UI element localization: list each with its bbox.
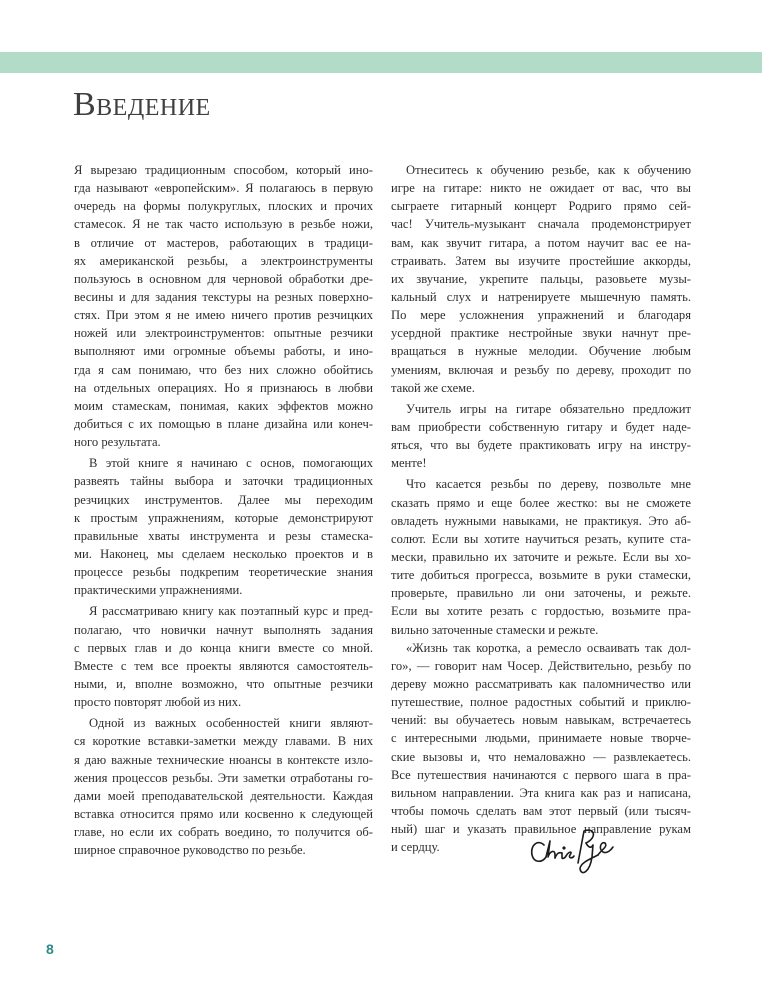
text-line: ях американской резьбы, а электроинструменты: [74, 253, 373, 268]
text-line: ся короткие вставки-заметки между главами. В них: [74, 734, 373, 749]
text-line: просто повторят любой из них.: [74, 695, 242, 710]
text-line: страивать. Затем вы изучите простейшие аккорды,: [391, 253, 691, 268]
text-line: ширное справочное руководство по резьбе.: [74, 843, 306, 858]
text-line: добиться с их помощью в плане дизайна или конеч-: [74, 416, 373, 431]
text-line: Я рассматриваю книгу как поэтапный курс и пред-: [89, 604, 373, 619]
text-line: весины и для задания текстуры на резных поверхно-: [74, 289, 373, 304]
text-line: овладеть нужными навыками, не практикуя. Это аб-: [391, 513, 691, 528]
text-line: Я вырезаю традиционным способом, который ино-: [74, 163, 373, 177]
text-line: в отличие от мастеров, работающих в традици-: [74, 235, 373, 250]
text-line: стях. При этом я не имею ничего против резчицких: [74, 308, 373, 323]
text-line: час! Учитель-музыкант сначала продемонстрирует: [391, 217, 691, 232]
text-line: вам приобрести собственную гитару и будет наде-: [391, 419, 691, 434]
text-line: их звучание, укрепите пальцы, разовьете музы-: [391, 271, 691, 286]
text-line: Вместе с тем все проекты являются самостоятель-: [74, 658, 373, 673]
text-line: я даю важные технические нюансы в контексте изло-: [74, 752, 373, 767]
text-line: вам, как звучит гитара, а потом научит вас ее на-: [391, 235, 691, 250]
text-line: игре на гитаре: никто не ожидает от вас, что вы: [391, 181, 691, 196]
text-line: полагаю, что новички начнут выполнять задания: [74, 622, 373, 637]
text-line: В этой книге я начинаю с основ, помогающих: [89, 456, 373, 471]
text-line: солют. Если вы хотите научиться резать, купите ста-: [391, 531, 691, 546]
text-line: ного результата.: [74, 435, 161, 450]
text-line: чтобы помочь сделать вам этот первый (или тысяч-: [391, 803, 691, 818]
text-line: Одной из важных особенностей книги являют-: [89, 716, 373, 731]
text-line: практическими упражнениями.: [74, 583, 243, 598]
page-number: 8: [46, 941, 54, 957]
text-line: выполняют ими огромные объемы работы, и ино-: [74, 344, 373, 359]
text-line: чений: вы обучаетесь новым навыкам, встречаетесь: [391, 713, 691, 728]
text-line: дереву можно рассматривать как паломничество или: [391, 676, 691, 691]
text-line: ными, и, вполне возможно, что опытные резчики: [74, 676, 373, 691]
text-line: вильном направлении. Эта книга как раз и написана,: [391, 785, 691, 800]
text-line: умениям, включая и резьбу по дереву, проходит по: [391, 362, 691, 377]
text-line: очередь на формы полукруглых, плоских и прочих: [74, 199, 373, 214]
text-line: к простым упражнениям, которые демонстрируют: [74, 510, 373, 525]
text-line: ми. Наконец, мы сделаем несколько проектов и в: [74, 546, 373, 561]
text-line: ный) шаг и указать правильное направление рукам: [391, 822, 691, 837]
text-line: ские вызовы и, что немаловажно — развлекаетесь.: [391, 749, 691, 764]
text-line: вильно заточенные стамески и режьте.: [391, 622, 599, 637]
text-line: вставка относится прямо или косвенно к следующей: [74, 806, 373, 821]
text-line: сыграете гитарный концерт Родриго прямо сей-: [391, 199, 691, 214]
text-line: главе, но если их собрать воедино, то получится об-: [74, 825, 373, 840]
text-line: такой же схеме.: [391, 380, 475, 395]
text-line: яться, что вы будете практиковать игру на инстру-: [391, 438, 691, 453]
text-line: пользуюсь в основном для черновой обработки дре-: [74, 271, 373, 286]
text-line: и сердцу.: [391, 840, 440, 855]
text-line: сказать прямо и еще более жестко: вы не сможете: [391, 495, 691, 510]
text-line: тите добиться прогресса, возьмите в руки стамески,: [391, 568, 691, 583]
text-line: с интересными людьми, принимаете новые творче-: [391, 731, 691, 746]
author-signature: [528, 823, 628, 883]
text-line: стамесок. Я не так часто использую в резьбе ножи,: [74, 217, 373, 232]
text-line: гда я сам понимаю, что без них сложно обойтись: [74, 362, 373, 377]
text-line: По мере усложнения упражнений и благодаря: [391, 308, 691, 323]
text-line: путешествие, полное радостных событий и приклю-: [391, 695, 691, 710]
text-line: с первых глав и до конца книги вместе со мной.: [74, 640, 373, 655]
text-line: го», — говорит нам Чосер. Действительно, резьбу по: [391, 658, 691, 673]
text-line: правильные хваты инструмента и резы стамеска-: [74, 528, 373, 543]
text-line: вращаться в нужные мелодии. Обучение любым: [391, 344, 691, 359]
text-line: усердной практике нестройные звуки начнут пре-: [391, 326, 691, 341]
text-line: развеять тайны выбора и заточки традиционных: [74, 474, 373, 489]
text-line: гда называют «европейским». Я полагаюсь в первую: [74, 181, 373, 196]
text-line: «Жизнь так коротка, а ремесло осваивать так дол-: [406, 640, 691, 655]
text-line: кальный слух и натренируете мышечную память.: [391, 289, 691, 304]
text-line: Учитель игры на гитаре обязательно предложит: [406, 401, 691, 416]
text-line: Что касается резьбы по дереву, позвольте мне: [406, 477, 691, 492]
text-line: Если вы хотите резать с гордостью, возьмите пра-: [391, 604, 691, 619]
text-line: менте!: [391, 456, 427, 471]
text-line: Все путешествия начинаются с первого шага в пра-: [391, 767, 691, 782]
page-title: Введение: [73, 86, 211, 123]
text-line: проверьте, правильно ли они заточены, и режьте.: [391, 586, 691, 601]
text-line: резчицких инструментов. Далее мы переходим: [74, 492, 373, 507]
text-line: моим стамескам, понимая, каких эффектов можно: [74, 398, 373, 413]
left-text-column: [74, 161, 373, 859]
right-text-column: [391, 161, 691, 856]
header-color-band: [0, 52, 762, 73]
text-line: Отнеситесь к обучению резьбе, как к обучению: [406, 163, 691, 177]
text-line: ножей или электроинструментов: опытные резчики: [74, 326, 373, 341]
text-line: на отдельных операциях. Но я признаюсь в любви: [74, 380, 373, 395]
text-line: мески, правильно их заточите и режьте. Если вы хо-: [391, 549, 691, 564]
text-line: жения процессов резьбы. Эти заметки отработаны го-: [74, 770, 373, 785]
text-line: процессе резьбы подкрепим теоретические знания: [74, 565, 373, 580]
text-line: дами моей преподавательской деятельности. Каждая: [74, 788, 373, 803]
